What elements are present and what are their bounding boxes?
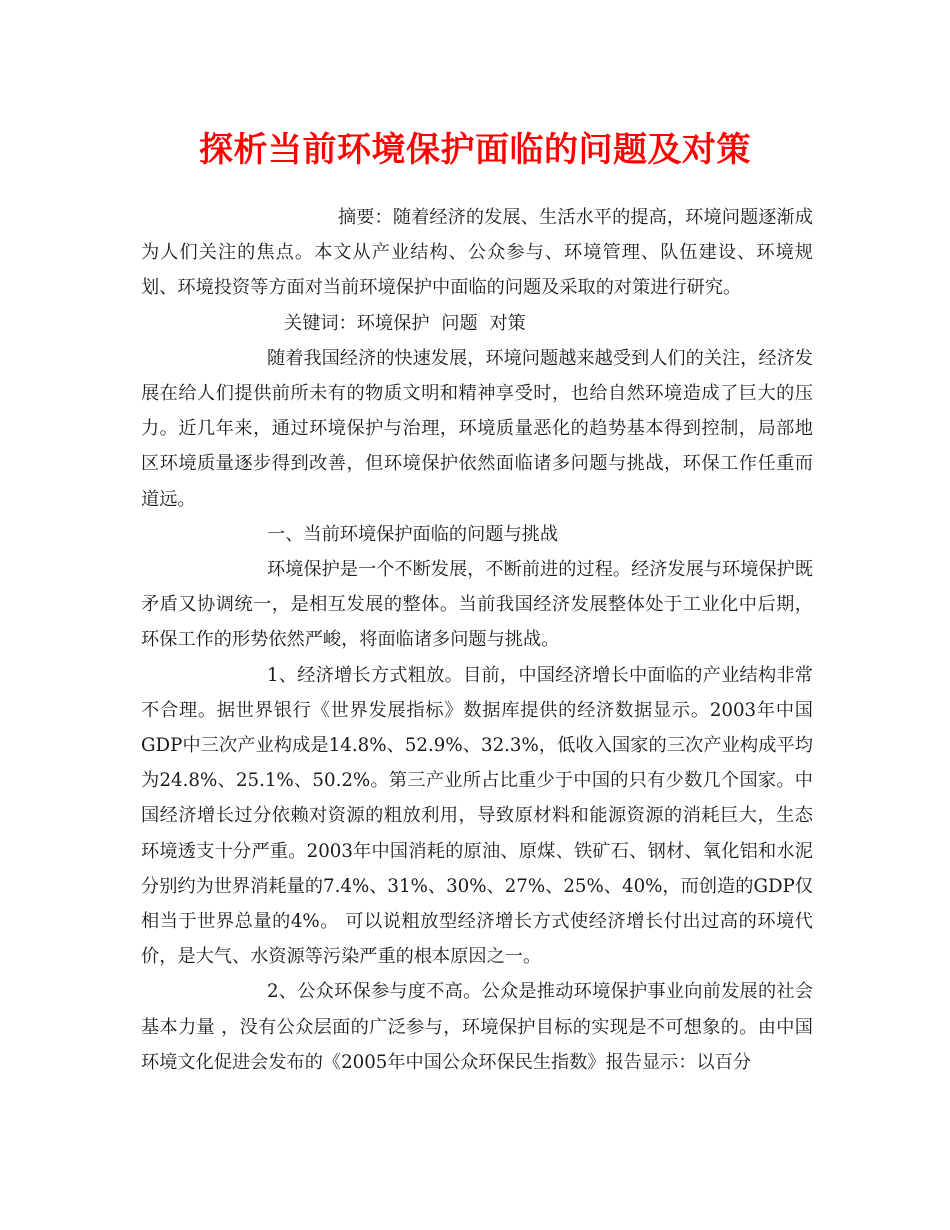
intro-paragraph: 随着我国经济的快速发展，环境问题越来越受到人们的关注，经济发展在给人们提供前所未有的物质文明和精神享受时，也给自然环境造成了巨大的压力。近几年来，通过环境保护与治理，环境质量恶化的趋势基本得到控制，局部地区环境质量逐步得到改善，但环境保护依然面临诸多问题与挑战，环保工作任重而道远。 [141,347,813,510]
point-2-paragraph: 2、公众环保参与度不高。公众是推动环境保护事业向前发展的社会基本力量 ，没有公众层面的广泛参与，环境保护目标的实现是不可想象的。由中国环境文化促进会发布的《2005年中国公众环保民生指数》报告显示：以百分 [141,981,813,1073]
point-1-paragraph: 1、经济增长方式粗放。目前，中国经济增长中面临的产业结构非常不合理。据世界银行《世界发展指标》数据库提供的经济数据显示。2003年中国GDP中三次产业构成是14.8%、52.9%、32.3%，低收入国家的三次产业构成平均为24.8%、25.1%、50.2%。第三产业所占比重少于中国的只有少数几个国家。中国经济增长过分依赖对资源的粗放利用，导致原材料和能源资源的消耗巨大，生态环境透支十分严重。2003年中国消耗的原油、原煤、铁矿石、钢材、氧化铝和水泥分别约为世界消耗量的7.4%、31%、30%、27%、25%、40%，而创造的GDP仅相当于世界总量的4%。 可以说粗放型经济增长方式使经济增长付出过高的环境代价，是大气、水资源等污染严重的根本原因之一。 [141,664,813,968]
keywords-line: 关键词：环境保护 问题 对策 [284,312,526,334]
document-body [141,200,813,1080]
abstract-paragraph: 摘要：随着经济的发展、生活水平的提高，环境问题逐渐成为人们关注的焦点。本文从产业结构、公众参与、环境管理、队伍建设、环境规划、环境投资等方面对当前环境保护中面临的问题及采取的对策进行研究。 [141,207,813,299]
document-title: 探析当前环境保护面临的问题及对策 [199,130,751,170]
section-intro-paragraph: 环境保护是一个不断发展，不断前进的过程。经济发展与环境保护既矛盾又协调统一，是相互发展的整体。当前我国经济发展整体处于工业化中后期，环保工作的形势依然严峻，将面临诸多问题与挑战。 [141,559,813,651]
section-heading: 一、当前环境保护面临的问题与挑战 [267,523,559,545]
